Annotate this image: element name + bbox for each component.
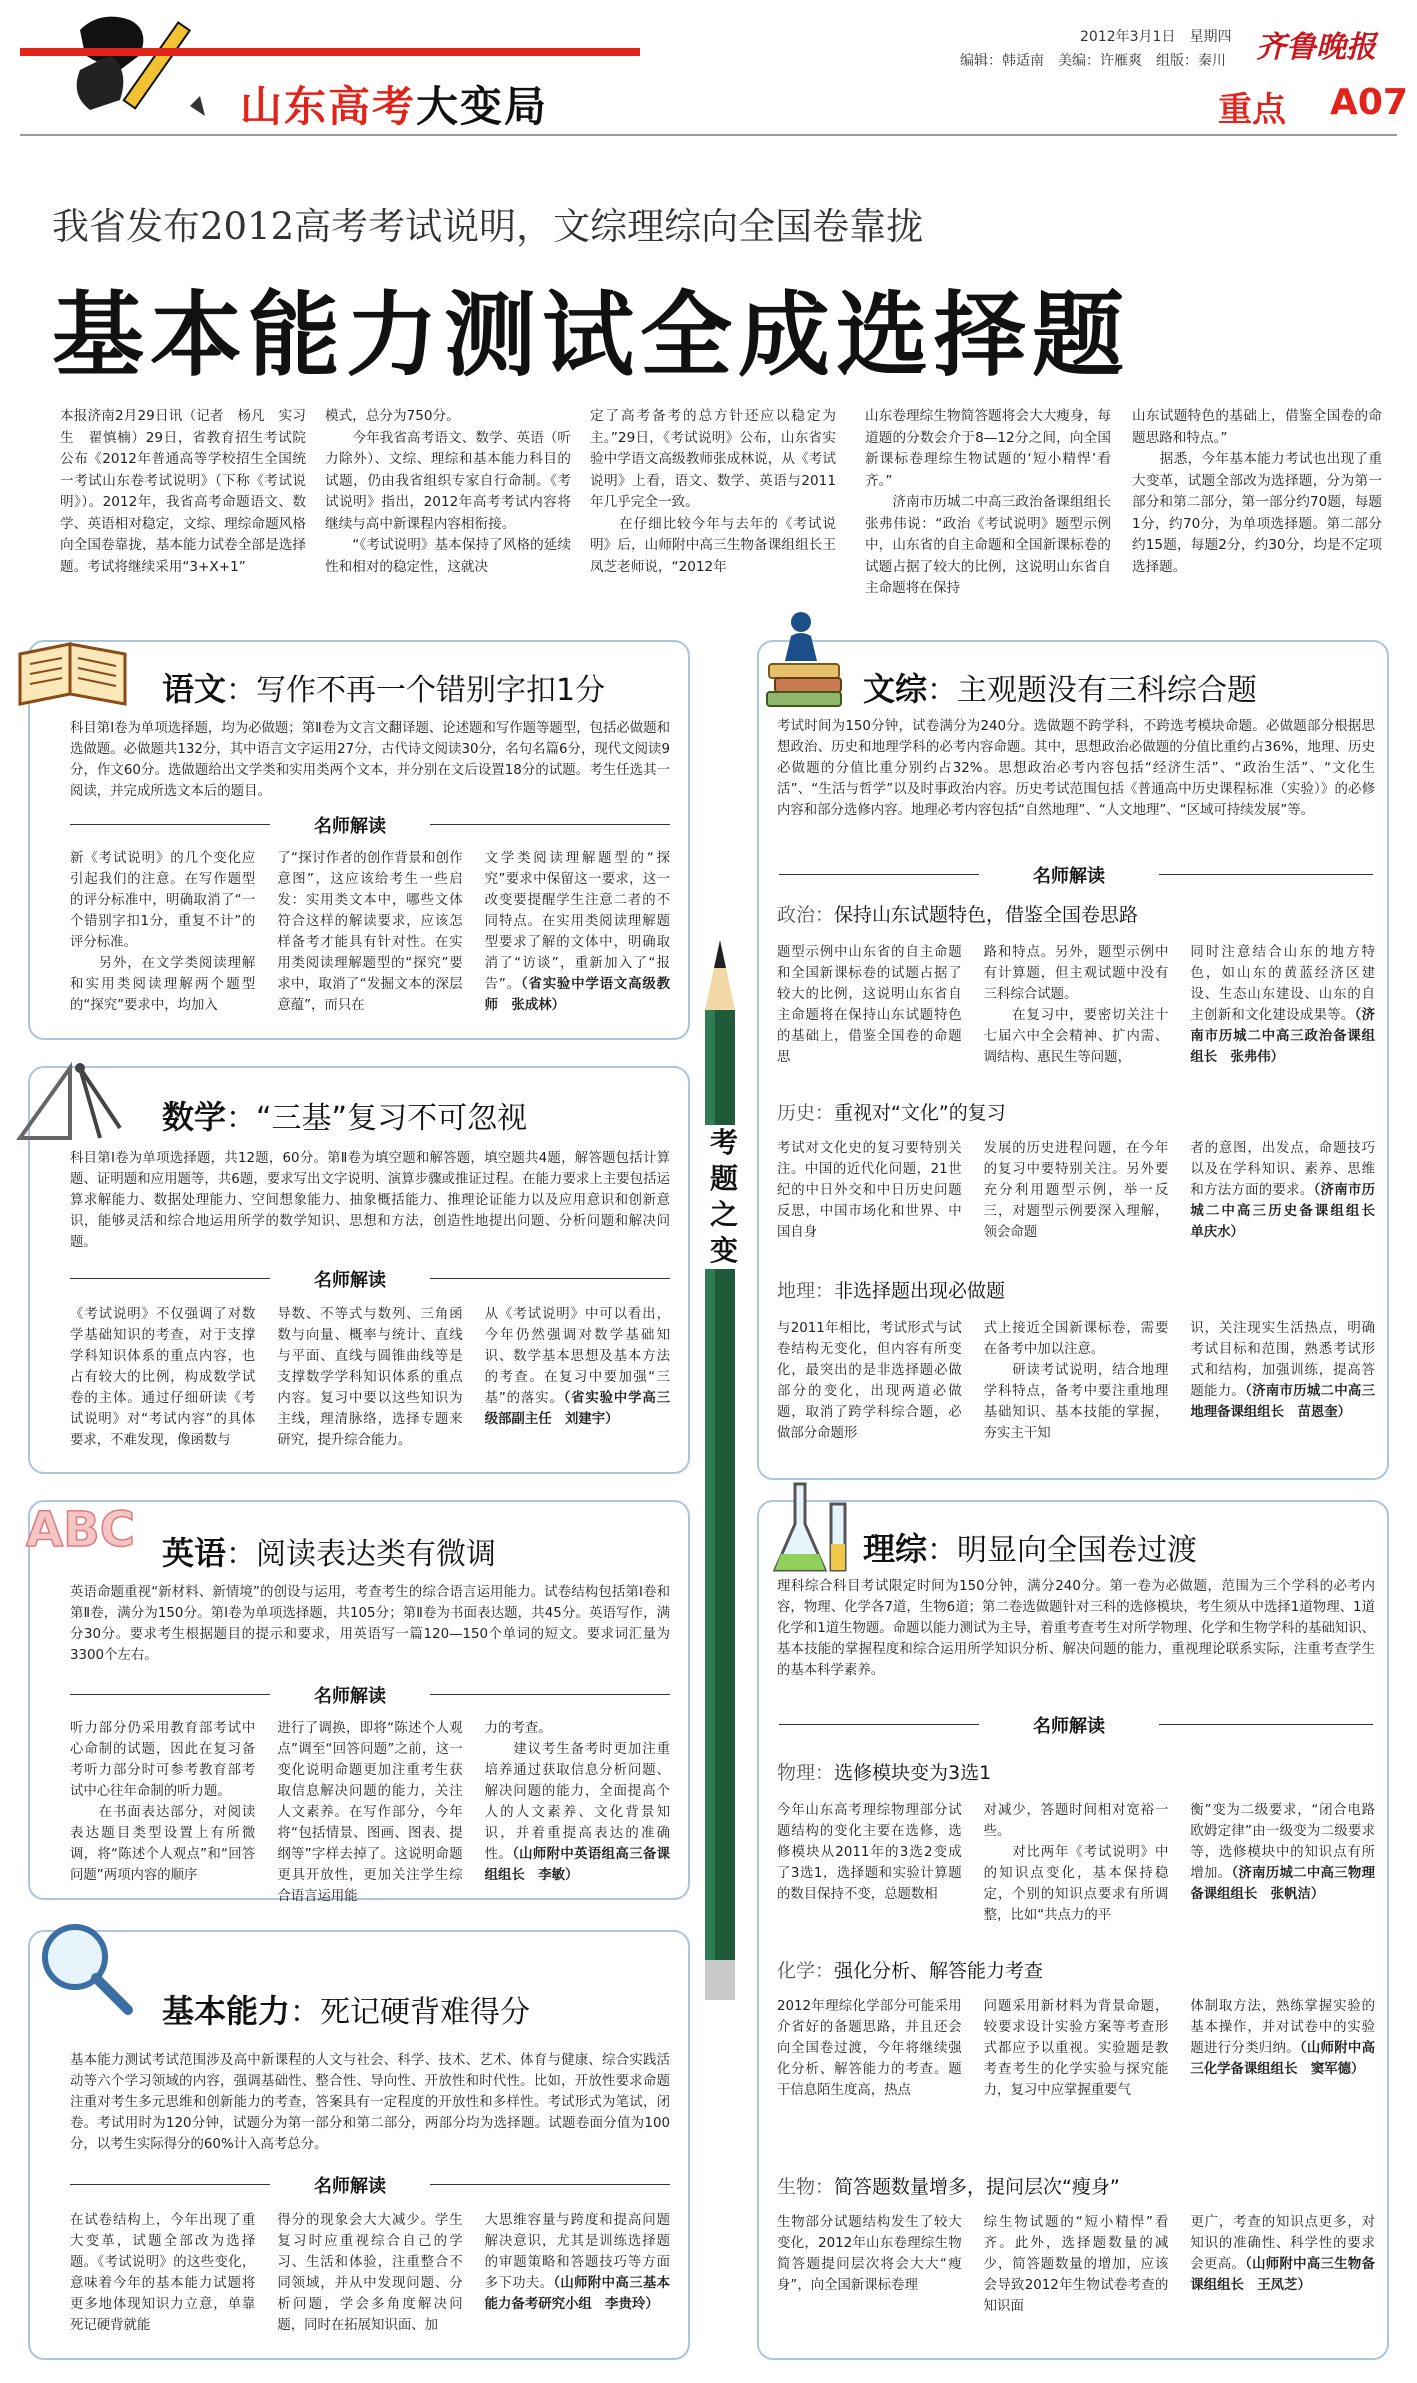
- text-col-2: 综生物试题的“短小精悍”看齐。此外，选择题数量的减少，简答题数量的增加，应该会导致2012年生物试卷考查的知识面: [983, 2215, 1169, 2314]
- header-red-bar: [20, 48, 640, 56]
- politics-signature: （济南市历城二中高三政治备课组组长 张弗伟）: [1190, 1008, 1376, 1065]
- page-number: A07: [1330, 82, 1408, 123]
- divider: [1159, 874, 1373, 875]
- science-body: 理科综合科目考试限定时间为150分钟，满分240分。第一卷为必做题，范围为三个学科的必考内容，物理、化学各7道，生物6道；第二卷选做题针对三科的选修模块，考生须从中选择1道物理、1道化学和1道生物题。命题以能力测试为主导，着重考查考生对所学物理、化学和生物学科的基础知识、基本技能的掌握程度和综合运用所学知识分析、解决问题的能力，重视理论联系实际，注重考查学生的基本科学素养。: [777, 1579, 1375, 1678]
- divider: [1159, 1724, 1373, 1725]
- section-math: [28, 1066, 690, 1474]
- expert-col-3: 力的考查。 建议考生备考时更加注重培养通过获取信息分析问题、解决问题的能力，全面提高个人的人文素养、文化背景知识，并着重提高表达的准确性。（山师附中英语组高三备课组组长 李敏）: [484, 1721, 670, 1883]
- subheadline: 我省发布2012高考考试说明，文综理综向全国卷靠拢: [52, 205, 924, 248]
- text-col-1: 与2011年相比，考试形式与试卷结构无变化，但内容有所变化，最突出的是非选择题必做部分的变化，出现两道必做题，取消了跨学科综合题，必做部分命题形: [777, 1321, 962, 1441]
- english-expert-text: [70, 1718, 670, 1907]
- text-col-1: 今年山东高考理综物理部分试题结构的变化主要在选修，选修模块从2011年的3选2变成了3选1，选择题和实验计算题的数目保持不变，总题数相: [777, 1803, 962, 1902]
- expert-col-2: 进行了调换，即将“陈述个人观点”调至“回答问题”之前，这一变化说明命题更加注重考生获取信息解决问题的能力，关注人文素养。在写作部分，今年将“包括情景、图画、图表、提纲等”字样去掉了。这说明命题更具开放性，更加关注学生综合语言运用能: [277, 1721, 463, 1904]
- expert-label: 名师解读: [314, 1686, 386, 1707]
- basic-title: 基本能力：死记硬背难得分: [162, 1992, 531, 2030]
- pencil-illustration: [695, 940, 745, 2000]
- column-title: 山东高考大变局: [240, 82, 549, 131]
- divider: [779, 1724, 979, 1725]
- lead-column-4: 山东卷理综生物简答题将会大大瘦身，每道题的分数会介于8—12分之间，向全国新课标卷理综生物试题的‘短小精悍’看齐。” 济南市历城二中高三政治备课组组长张弗伟说：“政治《考试说明》题型示例中，山东省的自主命题和全国新课标卷的试题占据了较大的比例，这说明山东省自主命题将在保持: [865, 408, 1111, 596]
- chinese-title: 语文：写作不再一个错别字扣1分: [162, 670, 606, 708]
- divider: [430, 1278, 670, 1279]
- newspaper-logo: 齐鲁晚报: [1256, 30, 1376, 65]
- expert-col-3: 大思维容量与跨度和提高问题解决意识，尤其是训练选择题的审题策略和答题技巧等方面多下功夫。（山师附中高三基本能力备考研究小组 李贵玲）: [484, 2213, 670, 2312]
- divider: [430, 824, 670, 825]
- expert-col-1: 新《考试说明》的几个变化应引起我们的注意。在写作题型的评分标准中，明确取消了“一个错别字扣1分，重复不计”的评分标准。 另外，在文学类阅读理解和实用类阅读理解两个题型的“探究”要求中，均加入: [70, 851, 256, 1013]
- science-title: 理综：明显向全国卷过渡: [863, 1530, 1198, 1568]
- issue-date: 2012年3月1日 星期四: [1080, 29, 1232, 45]
- english-body: 英语命题重视“新材料、新情境”的创设与运用，考查考生的综合语言运用能力。试卷结构包括第Ⅰ卷和第Ⅱ卷，满分为150分。第Ⅰ卷为单项选择题，共105分；第Ⅱ卷为书面表达题，共45分。英语写作，满分30分。要求考生根据题目的提示和要求，用英语写一篇120—150个单词的短文。要求词汇量为3300个左右。: [70, 1585, 670, 1663]
- text-col-2: 式上接近全国新课标卷，需要在备考中加以注意。 研读考试说明，结合地理学科特点，备考中要注重地理基础知识、基本技能的掌握，夯实主干知: [983, 1321, 1169, 1441]
- geography-subtitle: 地理：非选择题出现必做题: [777, 1280, 1006, 1302]
- basic-signature: （山师附中高三基本能力备考研究小组 李贵玲）: [484, 2276, 670, 2312]
- divider: [779, 874, 979, 875]
- english-signature: （山师附中英语组高三备课组组长 李敏）: [484, 1847, 670, 1883]
- text-col-3: 体制取方法，熟练掌握实验的基本操作，并对试卷中的实验题进行分类归纳。（山师附中高三化学备课组组长 窦军德）: [1190, 1999, 1376, 2077]
- text-col-3: 识，关注现实生活热点，明确考试目标和范围，熟悉考试形式和结构，加强训练，提高答题能力。（济南市历城二中高三地理备课组组长 苗恩奎）: [1190, 1321, 1376, 1420]
- biology-subtitle: 生物：简答题数量增多，提问层次“瘦身”: [777, 2176, 1120, 2198]
- abc-letters-icon: [24, 1498, 174, 1558]
- section-label: 重点: [1218, 90, 1286, 130]
- expert-label: 名师解读: [1033, 1716, 1105, 1737]
- expert-col-3: 从《考试说明》中可以看出，今年仍然强调对数学基础知识、数学基本思想及基本方法的考查。在复习中要加强“三基”的落实。（省实验中学高三级部副主任 刘建宇）: [484, 1307, 670, 1427]
- header-divider: [20, 134, 1397, 136]
- text-col-2: 对减少，答题时间相对宽裕一些。 对比两年《考试说明》中的知识点变化，基本保持稳定，个别的知识点要求有所调整，比如“共点力的平: [983, 1803, 1169, 1923]
- chinese-signature: （省实验中学语文高级教师 张成林）: [484, 977, 670, 1013]
- text-col-2: 路和特点。另外，题型示例中有计算题，但主观试题中没有三科综合试题。 在复习中，要密切关注十七届六中全会精神、扩内需、调结构、惠民生等问题，: [983, 945, 1169, 1065]
- svg-text:ABC: ABC: [26, 1502, 135, 1558]
- text-col-1: 考试对文化史的复习要特别关注。中国的近代化问题，21世纪的中日外交和中日历史问题反思，中国市场化和世界、中国自身: [777, 1141, 962, 1240]
- biology-text: [777, 2212, 1375, 2317]
- geography-text: [777, 1318, 1375, 1444]
- text-col-3: 同时注意结合山东的地方特色，如山东的黄蓝经济区建设、生态山东建设、山东的自主创新和文化建设成果等。（济南市历城二中高三政治备课组组长 张弗伟）: [1190, 945, 1376, 1065]
- text-col-2: 问题采用新材料为背景命题，较要求设计实验方案等考查形式都应予以重视。实验题是教考查考生的化学实验与探究能力，复习中应掌握重要气: [983, 1999, 1169, 2098]
- text-col-3: 衡”变为二级要求，“闭合电路欧姆定律”由一级变为二级要求等，选修模块中的知识点有所增加。（济南历城二中高三物理备课组组长 张帆洁）: [1190, 1803, 1376, 1902]
- math-signature: （省实验中学高三级部副主任 刘建宇）: [484, 1391, 670, 1427]
- lead-column-2: 模式，总分为750分。 今年我省高考语文、数学、英语（听力除外）、文综、理综和基本能力科目的试题，仍由我省组织专家自行命制。《考试说明》指出，2012年高考考试内容将继续与高中新课程内容相衔接。 “《考试说明》基本保持了风格的延续性和相对的稳定性，这就决: [325, 408, 571, 575]
- magnifier-icon: [30, 1912, 140, 2022]
- section-english: [26, 1500, 690, 1904]
- math-body: 科目第Ⅰ卷为单项选择题，共12题，60分。第Ⅱ卷为填空题和解答题，填空题共4题，解答题包括计算题、证明题和应用题等，共6题，要求写出文字说明、演算步骤或推证过程。在能力要求上主要包括运算求解能力、数据处理能力、空间想象能力、抽象概括能力、推理论证能力以及应用意识和创新意识，能够灵活和综合地运用所学的数学知识、思想和方法，创造性地提出问题、分析问题和解决问题。: [70, 1151, 670, 1250]
- chemistry-signature: （山师附中高三化学备课组组长 窦军德）: [1190, 2041, 1376, 2077]
- page-header: [0, 0, 1417, 136]
- expert-col-2: 得分的现象会大大减少。学生复习时应重视综合自己的学习、生活和体验，注重整合不同领域，并从中发现问题、分析问题，学会多角度解决问题，同时在拓展知识面、加: [277, 2213, 463, 2333]
- geometry-tools-icon: [10, 1058, 140, 1148]
- text-col-2: 发展的历史进程问题，在今年的复习中要特别关注。另外要充分利用题型示例，举一反三，对题型示例要深入理解，领会命题: [983, 1141, 1169, 1240]
- basic-expert-text: [70, 2210, 670, 2336]
- basic-body: 基本能力测试考试范围涉及高中新课程的人文与社会、科学、技术、艺术、体育与健康、综合实践活动等六个学习领域的内容，强调基础性、整合性、导向性、开放性和时代性。比如，开放性要求命题注重对考生多元思维和创新能力的考查，答案具有一定程度的开放性和多样性。考试形式为笔试，闭卷。考试用时为120分钟，试题分为第一部分和第二部分，两部分均为选择题。试题卷面分值为100分，以考生实际得分的60%计入高考总分。: [70, 2053, 670, 2152]
- student-writing-icon: [40, 10, 240, 122]
- text-col-1: 题型示例中山东省的自主命题和全国新课标卷的试题占据了较大的比例，这说明山东省自主命题将在保持山东试题特色的基础上，借鉴全国卷的命题思: [777, 945, 962, 1065]
- editor-credits: 编辑：韩适南 美编：许雁爽 组版：秦川: [960, 53, 1226, 69]
- liberal-title: 文综：主观题没有三科综合题: [863, 670, 1258, 708]
- physics-text: [777, 1800, 1375, 1926]
- physics-signature: （济南历城二中高三物理备课组组长 张帆洁）: [1190, 1866, 1376, 1902]
- divider: [70, 1694, 270, 1695]
- expert-label: 名师解读: [314, 1270, 386, 1291]
- book-icon: [10, 634, 140, 714]
- section-chinese: [28, 640, 690, 1040]
- divider: [430, 1694, 670, 1695]
- politics-subtitle: 政治：保持山东试题特色，借鉴全国卷思路: [777, 904, 1139, 926]
- lead-column-1: 本报济南2月29日讯（记者 杨凡 实习生 翟慎楠）29日，省教育招生考试院公布《2012年普通高等学校招生全国统一考试山东卷考试说明》（下称《考试说明》）。2012年，我省高考命题语文、数学、英语相对稳定，文综、理综命题风格向全国卷靠拢，基本能力试卷全部是选择题。考试将继续采用“3+X+1”: [60, 408, 306, 575]
- expert-col-2: 了“探讨作者的创作背景和创作意图”，这应该给考生一些启发：实用类文本中，哪些文体符合这样的解读要求，应该怎样备考才能具有针对性。在实用类阅读理解题型的“探究”要求中，取消了“发掘文本的深层意蕴”，而只在: [277, 851, 463, 1013]
- expert-col-3: 文学类阅读理解题型的“探究”要求中保留这一要求，这一改变要提醒学生注意二者的不同特点。在实用类阅读理解题型要求了解的文体中，明确取消了“访谈”，重新加入了“报告”。（省实验中学语文高级教师 张成林）: [484, 851, 670, 1013]
- history-signature: （济南市历城二中高三历史备课组组长 单庆水）: [1190, 1183, 1389, 1240]
- lead-column-5: 山东试题特色的基础上，借鉴全国卷的命题思路和特点。” 据悉，今年基本能力考试也出现了重大变革，试题全部改为选择题，分为第一部分和第二部分，第一部分约70题，每题1分，约70分，为单项选择题。第二部分约15题，每题2分，约30分，均是不定项选择题。: [1132, 408, 1382, 575]
- history-text: [777, 1138, 1389, 1243]
- divider: [70, 824, 270, 825]
- text-col-3: 者的意图，出发点，命题技巧以及在学科知识、素养、思维和方法方面的要求。（济南市历城二中高三历史备课组组长 单庆水）: [1190, 1141, 1389, 1240]
- expert-label: 名师解读: [1033, 866, 1105, 887]
- section-basic-ability: [28, 1930, 690, 2360]
- text-col-1: 生物部分试题结构发生了较大变化，2012年山东卷理综生物简答题提问层次将会大大“瘦身”，向全国新课标卷理: [777, 2215, 962, 2293]
- text-col-1: 2012年理综化学部分可能采用介省好的备题思路，并且还会向全国卷过渡，今年将继续强化分析、解答能力的考查。题干信息陌生度高，热点: [777, 1999, 962, 2098]
- expert-col-2: 导数、不等式与数列、三角函数与向量、概率与统计、直线与平面、直线与圆锥曲线等是支撑数学学科知识体系的重点内容。复习中要以这些知识为主线，理清脉络，选择专题来研究，提升综合能力。: [277, 1307, 463, 1448]
- text-col-3: 更广，考查的知识点更多，对知识的准确性、科学性的要求会更高。（山师附中高三生物备课组组长 王凤芝）: [1190, 2215, 1376, 2293]
- divider: [70, 1278, 270, 1279]
- chinese-expert-text: [70, 848, 670, 1016]
- lead-column-3: 定了高考备考的总方针还应以稳定为主。”29日，《考试说明》公布，山东省实验中学语文高级教师张成林说，从《考试说明》上看，语文、数学、英语与2011年几乎完全一致。 在仔细比较今年与去年的《考试说明》后，山师附中高三生物备课组组长王凤芝老师说，“2012年: [590, 408, 836, 575]
- divider: [70, 2184, 270, 2185]
- expert-label: 名师解读: [314, 2176, 386, 2197]
- politics-text: [777, 942, 1375, 1068]
- expert-label: 名师解读: [314, 816, 386, 837]
- expert-col-1: 《考试说明》不仅强调了对数学基础知识的考查，对于支撑学科知识体系的重点内容，也占有较大的比例，构成数学试卷的主体。通过仔细研读《考试说明》对“考试内容”的具体要求，不难发现，像函数与: [70, 1307, 256, 1448]
- expert-col-1: 听力部分仍采用教育部考试中心命制的试题，因此在复习备考听力部分时可参考教育部考试中心往年命制的听力题。 在书面表达部分，对阅读表达题目类型设置上有所微调，将“陈述个人观点”和“回答问题”两项内容的顺序: [70, 1721, 256, 1883]
- math-expert-text: [70, 1304, 670, 1451]
- chemistry-text: [777, 1996, 1375, 2101]
- headline: 基本能力测试全成选择题: [52, 282, 1131, 389]
- center-vertical-label: 考题之变: [704, 1125, 744, 1269]
- english-title: 英语：阅读表达类有微调: [162, 1534, 497, 1572]
- math-title: 数学：“三基”复习不可忽视: [162, 1098, 528, 1136]
- chinese-body: 科目第Ⅰ卷为单项选择题，均为必做题；第Ⅱ卷为文言文翻译题、论述题和写作题等题型，包括必做题和选做题。必做题共132分，其中语言文字运用27分，古代诗文阅读30分，名句名篇6分，现代文阅读9分，作文60分。选做题给出文学类和实用类两个文本，并分别在文后设置18分的试题。考生任选其一阅读，并完成所选文本后的题目。: [70, 721, 670, 799]
- biology-signature: （山师附中高三生物备课组组长 王凤芝）: [1190, 2257, 1376, 2293]
- physics-subtitle: 物理：选修模块变为3选1: [777, 1762, 992, 1784]
- expert-col-1: 在试卷结构上，今年出现了重大变革，试题全部改为选择题。《考试说明》的这些变化，意味着今年的基本能力试题将更多地体现知识力立意，单靠死记硬背就能: [70, 2213, 256, 2333]
- divider: [430, 2184, 670, 2185]
- history-subtitle: 历史：重视对“文化”的复习: [777, 1102, 1006, 1124]
- section-liberal-arts: [757, 640, 1389, 1480]
- geography-signature: （济南市历城二中高三地理备课组组长 苗恩奎）: [1190, 1384, 1376, 1420]
- stacked-books-icon: [761, 606, 861, 716]
- section-science: [757, 1500, 1389, 2360]
- chemistry-subtitle: 化学：强化分析、解答能力考查: [777, 1960, 1044, 1982]
- lab-flask-icon: [765, 1474, 865, 1584]
- liberal-body: 考试时间为150分钟，试卷满分为240分。选做题不跨学科，不跨选考模块命题。必做题部分根据思想政治、历史和地理学科的必考内容命题。其中，思想政治必做题的分值比重约占36%，地理、历史必做题的分值比重分别约占32%。思想政治必考内容包括“经济生活”、“政治生活”、“文化生活”、“生活与哲学”以及时事政治内容。历史考试范围包括《普通高中历史课程标准（实验）》的必修内容和部分选修内容。地理必考内容包括“自然地理”、“人文地理”、“区域可持续发展”等。: [777, 719, 1375, 818]
